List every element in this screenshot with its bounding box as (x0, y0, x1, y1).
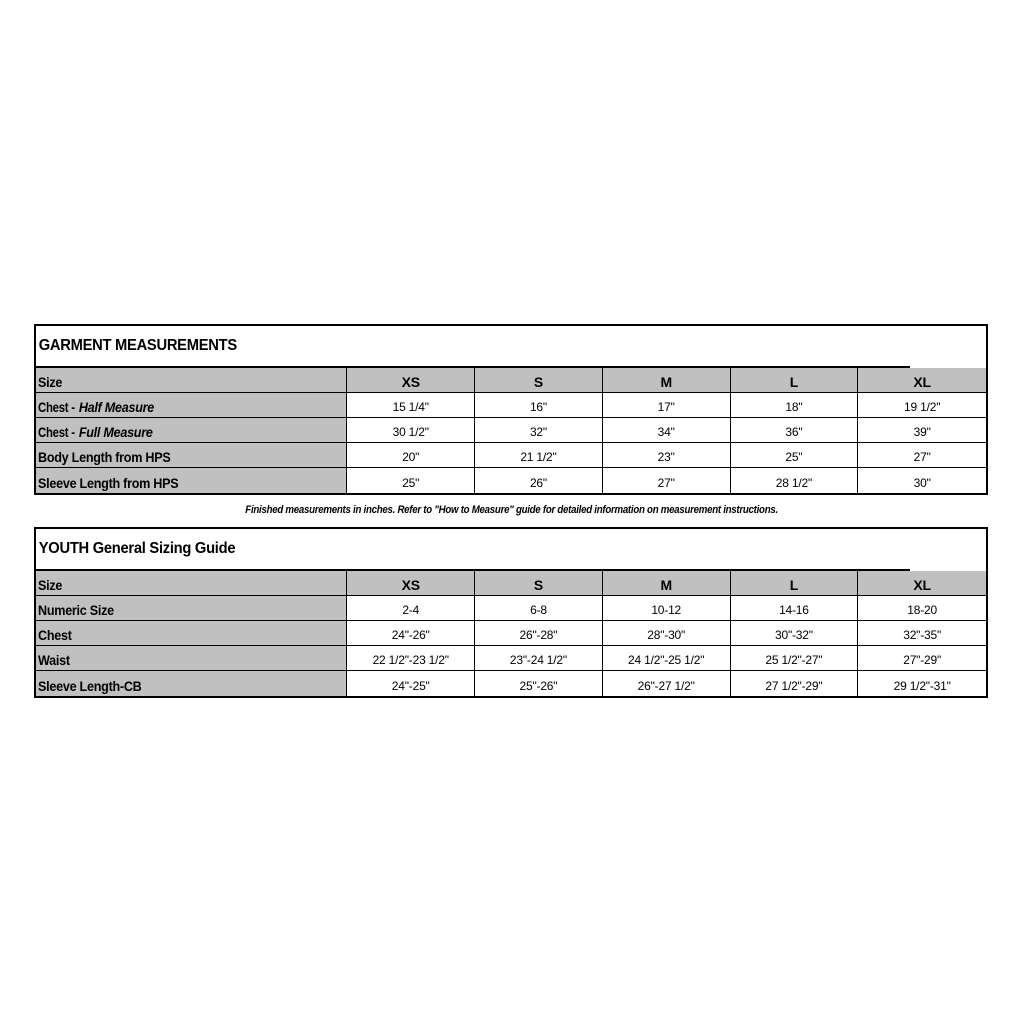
table-cell: 27" (913, 450, 931, 464)
table-cell: 25 1/2"-27" (731, 646, 859, 670)
size-header-row (36, 368, 986, 393)
table-cell: 32" (475, 418, 603, 442)
row-label: Chest -Half Measure (36, 393, 347, 417)
size-header-l: L (731, 368, 859, 392)
table-cell: 28 1/2" (731, 468, 859, 493)
size-header-m: M (603, 571, 731, 595)
row-label: Sleeve Length-CB (36, 671, 347, 696)
table-cell: 18" (731, 393, 859, 417)
size-header-xl: XL (913, 374, 931, 390)
row-label: Body Length from HPS (36, 443, 347, 467)
table-cell: 25" (347, 468, 475, 493)
table-row (36, 621, 986, 646)
table-cell: 16" (475, 393, 603, 417)
table-cell: 24 1/2"-25 1/2" (603, 646, 731, 670)
table-cell: 25"-26" (475, 671, 603, 696)
size-header-xl: XL (913, 577, 931, 593)
row-label: Numeric Size (36, 596, 347, 620)
youth-sizing-table (34, 527, 988, 698)
table-title: GARMENT MEASUREMENTS (36, 326, 910, 368)
table-cell: 27"-29" (903, 653, 942, 667)
table-cell: 25" (731, 443, 859, 467)
table-cell: 26"-28" (475, 621, 603, 645)
size-header-m: M (603, 368, 731, 392)
table-cell: 20" (347, 443, 475, 467)
size-header-xs: XS (347, 368, 475, 392)
row-label: Waist (36, 646, 347, 670)
table-cell: 24"-26" (347, 621, 475, 645)
table-row (36, 646, 986, 671)
table-cell: 15 1/4" (347, 393, 475, 417)
table-cell: 27 1/2"-29" (731, 671, 859, 696)
table-cell: 36" (731, 418, 859, 442)
table-cell: 26" (475, 468, 603, 493)
size-header-row (36, 571, 986, 596)
table-row (36, 393, 986, 418)
table-row (36, 596, 986, 621)
size-header-xs: XS (347, 571, 475, 595)
row-label: Chest -Full Measure (36, 418, 347, 442)
table-cell: 18-20 (907, 603, 937, 617)
row-label: Size (36, 368, 347, 392)
table-cell: 34" (603, 418, 731, 442)
table-cell: 30 1/2" (347, 418, 475, 442)
table-cell: 10-12 (603, 596, 731, 620)
table-cell: 21 1/2" (475, 443, 603, 467)
row-label: Sleeve Length from HPS (36, 468, 347, 493)
table-cell: 23"-24 1/2" (475, 646, 603, 670)
table-cell: 28"-30" (603, 621, 731, 645)
table-row (36, 671, 986, 696)
table-row (36, 418, 986, 443)
table-row (36, 468, 986, 493)
table-cell: 39" (913, 425, 931, 439)
table-cell: 32"-35" (903, 628, 942, 642)
garment-measurements-table (34, 324, 988, 495)
table-cell: 27" (603, 468, 731, 493)
table-cell: 29 1/2"-31" (893, 679, 951, 693)
size-header-s: S (475, 571, 603, 595)
table-cell: 30" (913, 476, 931, 490)
table-cell: 23" (603, 443, 731, 467)
table-cell: 2-4 (347, 596, 475, 620)
measurement-note: Finished measurements in inches. Refer to "How to Measure" guide for detailed information on measurement instructions. (245, 504, 779, 516)
table-row (36, 443, 986, 468)
table-cell: 6-8 (475, 596, 603, 620)
row-label: Chest (36, 621, 347, 645)
size-header-s: S (475, 368, 603, 392)
table-cell: 22 1/2"-23 1/2" (347, 646, 475, 670)
table-cell: 30"-32" (731, 621, 859, 645)
table-cell: 26"-27 1/2" (603, 671, 731, 696)
table-cell: 24"-25" (347, 671, 475, 696)
row-label: Size (36, 571, 347, 595)
table-cell: 17" (603, 393, 731, 417)
table-cell: 19 1/2" (904, 400, 941, 414)
table-title: YOUTH General Sizing Guide (36, 529, 910, 571)
table-cell: 14-16 (731, 596, 859, 620)
size-header-l: L (731, 571, 859, 595)
